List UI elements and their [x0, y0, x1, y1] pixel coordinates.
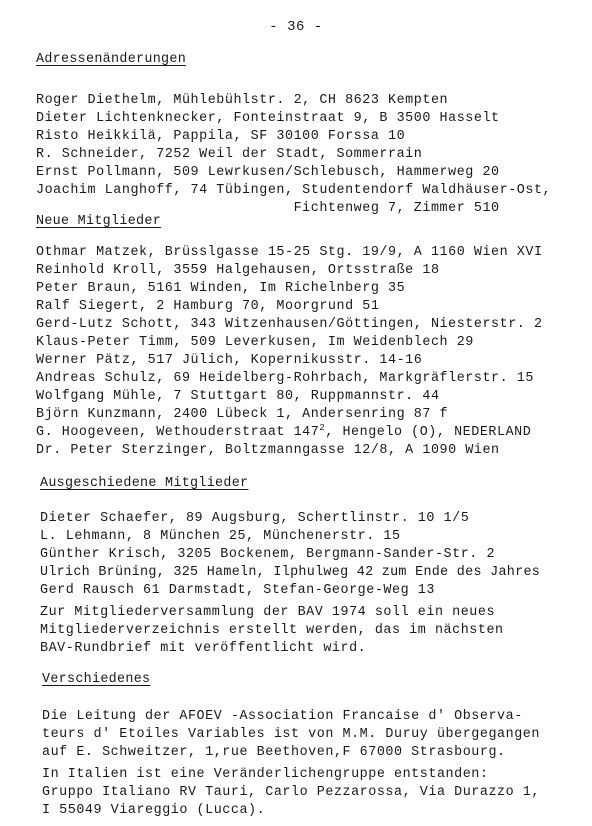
- new-member-line: Ralf Siegert, 2 Hamburg 70, Moorgrund 51: [36, 299, 380, 314]
- new-member-line: Klaus-Peter Timm, 509 Leverkusen, Im Weidenblech 29: [36, 335, 474, 350]
- superscript-number: 2: [319, 423, 326, 433]
- paragraph-line: teurs d' Etoiles Variables ist von M.M. Duruy übergegangen: [42, 727, 540, 742]
- new-member-line: Dr. Peter Sterzinger, Boltzmanngasse 12/8, A 1090 Wien: [36, 443, 500, 458]
- heading-new-members: Neue Mitglieder: [36, 214, 162, 229]
- new-member-line: Werner Pätz, 517 Jülich, Kopernikusstr. 14-16: [36, 353, 423, 368]
- new-member-line: Andreas Schulz, 69 Heidelberg-Rohrbach, Markgräflerstr. 15: [36, 371, 534, 386]
- address-change-line: Ernst Pollmann, 509 Lewrkusen/Schlebusch, Hammerweg 20: [36, 165, 500, 180]
- address-change-line: Dieter Lichtenknecker, Fonteinstraat 9, B 3500 Hasselt: [36, 111, 500, 126]
- heading-former-members: Ausgeschiedene Mitglieder: [40, 476, 249, 491]
- paragraph-line: Die Leitung der AFOEV -Association Francaise d' Observa-: [42, 709, 523, 724]
- hoogeveen-address-end: , Hengelo (O), NEDERLAND: [325, 425, 532, 440]
- former-member-line: Gerd Rausch 61 Darmstadt, Stefan-George-Weg 13: [40, 583, 435, 598]
- new-member-line-hoogeveen: [36, 424, 531, 442]
- hoogeveen-address-start: G. Hoogeveen, Wethouderstraat 147: [36, 425, 320, 440]
- new-member-line: Wolfgang Mühle, 7 Stuttgart 80, Ruppmannstr. 44: [36, 389, 440, 404]
- address-change-line: Risto Heikkilä, Pappila, SF 30100 Forssa 10: [36, 129, 406, 144]
- former-member-line: Günther Krisch, 3205 Bockenem, Bergmann-Sander-Str. 2: [40, 547, 496, 562]
- note-line: BAV-Rundbrief mit veröffentlicht wird.: [40, 641, 367, 656]
- former-member-line: Dieter Schaefer, 89 Augsburg, Schertlinstr. 10 1/5: [40, 511, 470, 526]
- paragraph-line: I 55049 Viareggio (Lucca).: [42, 803, 266, 818]
- new-member-line: Peter Braun, 5161 Winden, Im Richelnberg 35: [36, 281, 406, 296]
- note-line: Zur Mitgliederversammlung der BAV 1974 soll ein neues: [40, 605, 496, 620]
- former-member-line: Ulrich Brüning, 325 Hameln, Ilphulweg 42 zum Ende des Jahres: [40, 565, 541, 580]
- address-change-line: R. Schneider, 7252 Weil der Stadt, Sommerrain: [36, 147, 423, 162]
- address-change-line: Roger Diethelm, Mühlebühlstr. 2, CH 8623 Kempten: [36, 93, 449, 108]
- new-member-line: Reinhold Kroll, 3559 Halgehausen, Ortsstraße 18: [36, 263, 440, 278]
- page-number: - 36 -: [269, 19, 323, 35]
- heading-miscellaneous: Verschiedenes: [42, 672, 151, 687]
- heading-address-changes: Adressenänderungen: [36, 52, 187, 67]
- paragraph-line: Gruppo Italiano RV Tauri, Carlo Pezzarossa, Via Durazzo 1,: [42, 785, 540, 800]
- former-member-line: L. Lehmann, 8 München 25, Münchenerstr. 15: [40, 529, 401, 544]
- new-member-line: Gerd-Lutz Schott, 343 Witzenhausen/Göttingen, Niesterstr. 2: [36, 317, 543, 332]
- address-change-line: Fichtenweg 7, Zimmer 510: [36, 201, 500, 216]
- note-line: Mitgliederverzeichnis erstellt werden, das im nächsten: [40, 623, 504, 638]
- new-member-line: Björn Kunzmann, 2400 Lübeck 1, Andersenring 87 f: [36, 407, 449, 422]
- paragraph-line: In Italien ist eine Veränderlichengruppe entstanden:: [42, 767, 489, 782]
- address-change-line: Joachim Langhoff, 74 Tübingen, Studentendorf Waldhäuser-Ost,: [36, 183, 552, 198]
- paragraph-line: auf E. Schweitzer, 1,rue Beethoven,F 67000 Strasbourg.: [42, 745, 506, 760]
- new-member-line: Othmar Matzek, Brüsslgasse 15-25 Stg. 19/9, A 1160 Wien XVI: [36, 245, 543, 260]
